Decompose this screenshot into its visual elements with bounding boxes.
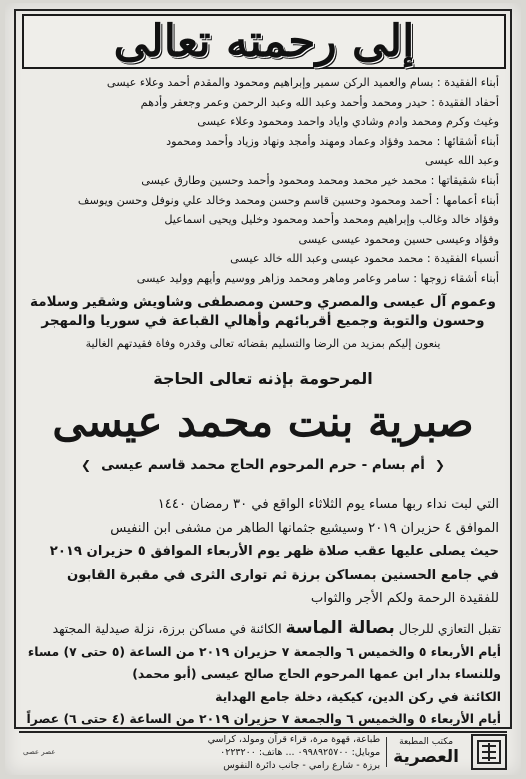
funeral-line: في جامع الحسنين بمساكن برزة ثم توارى الثرى في مقبرة القابون (66, 567, 499, 583)
relatives-list (27, 73, 499, 289)
printer-brand (386, 737, 465, 767)
printer-services: طباعة، قهوة مرة، قراء قرآن ومولد، كراسي (207, 733, 381, 745)
condolences-block (25, 617, 501, 731)
relatives-line: أبناء أشقاء زوجها : سامر وعامر وماهر ومحمد وزاهر ووسيم وأيهم ووليد عيسى (136, 271, 499, 285)
hall-name: بصالة الماسة (285, 618, 395, 638)
printer-side-note: عصر عصى (23, 748, 56, 756)
printer-phone: موبايل: ٠٩٩٨٩٢٥٧٠٠ ... هاتف: ٠٢٢٣٢٠٠ (220, 746, 381, 758)
relatives-line: أبناء أعمامها : أحمد ومحمود وحسين قاسم وحسن ومحمد وخالد علي ونوفل وحسن ويوسف (77, 193, 499, 207)
relatives-line: وعبد الله عيسى (424, 154, 499, 168)
condolence-suffix: الكائنة في مساكن برزة، نزلة صيدلية المجتهد (52, 621, 282, 636)
printer-logo-icon (471, 734, 507, 770)
printer-logo-glyph-icon (476, 739, 502, 765)
announcement-line: ينعون إليكم بمزيد من الرضا والتسليم بقضائه تعالى وقدره وفاة فقيدتهم الغالية (85, 337, 441, 350)
ornament-icon: ❯ (81, 458, 92, 472)
condolence-women-line: وللنساء بدار ابن عمها المرحوم الحاج صالح عيسى (أبو محمد) (132, 666, 501, 681)
printer-footer (19, 731, 507, 771)
condolence-women-times: أيام الأربعاء ٥ والخميس ٦ والجمعة ٧ حزيران ٢٠١٩ من الساعة (٤ حتى ٦) عصراً (26, 711, 501, 726)
ornament-icon: ❮ (434, 458, 445, 472)
funeral-line: التي لبت نداء ربها مساء يوم الثلاثاء الواقع في ٣٠ رمضان ١٤٤٠ (157, 497, 499, 512)
families-line: وعموم آل عيسى والمصري وحسن ومصطفى وشاويش وشقير وسلامة (30, 294, 496, 310)
deceased-relation-text: أم بسام - حرم المرحوم الحاج محمد قاسم عيسى (101, 457, 425, 473)
funeral-line: الموافق ٤ حزيران ٢٠١٩ وسيشيع جثمانها الطاهر من مشفى ابن النفيس (110, 520, 499, 536)
condolence-women-address: الكائنة في ركن الدين، كيكية، دخلة جامع الهداية (215, 688, 501, 704)
deceased-name: صبرية بنت محمد عيسى (52, 397, 474, 446)
relatives-line: أبناء الفقيدة : بسام والعميد الركن سمير وإبراهيم ومحمود والمقدم أحمد وعلاء عيسى (106, 76, 499, 89)
relatives-line: وفؤاد وعيسى حسين ومحمود عيسى عيسى (298, 232, 499, 246)
relatives-line: وغيث وكرم ومحمد وادم وشادي واياد واحمد ومحمود وعلاء عيسى (197, 115, 499, 129)
obituary-page (5, 3, 521, 775)
printer-brand-top: مكتب المطبعة (399, 737, 454, 747)
relatives-line: وفؤاد خالد وغالب وإبراهيم ومحمد وأحمد ومحمود وخليل ويحيى اسماعيل (164, 213, 499, 227)
deceased-relation (5, 457, 521, 473)
relatives-line: أبناء شقيقاتها : محمد خير محمد ومحمد ومحمود وأحمد وحسين وطارق عيسى (141, 173, 499, 187)
printer-brand-name: العصرية (393, 747, 459, 767)
condolence-prefix: تقبل التعازي للرجال (398, 621, 501, 636)
funeral-line: حيث يصلى عليها عقب صلاة ظهر يوم الأربعاء الموافق ٥ حزيران ٢٠١٩ (49, 544, 499, 559)
relatives-line: أنسباء الفقيدة : محمد محمود عيسى وعبد الله خالد عيسى (230, 252, 499, 266)
families-block (25, 293, 501, 331)
condolence-men-line (25, 617, 501, 641)
header-title: إلى رحمته تعالى (113, 15, 415, 67)
relatives-line: أحفاد الفقيدة : حيدر ومحمد وأحمد وعبد الله وعبد الرحمن وعمر وجعفر وأدهم (140, 95, 499, 109)
families-line: وحسون والتوبة وجميع أقربائهم وأهالي القباعة في سوريا والمهجر (41, 313, 485, 329)
condolence-men-times: أيام الأربعاء ٥ والخميس ٦ والجمعة ٧ حزيران ٢٠١٩ من الساعة (٥ حتى ٧) مساء (27, 643, 501, 659)
funeral-line: للفقيدة الرحمة ولكم الأجر والثواب (310, 591, 499, 606)
deceased-intro: المرحومة بإذنه تعالى الحاجة (153, 369, 373, 388)
relatives-line: أبناء أشقائها : محمد وفؤاد وعماد ومهند وأمجد ونهاد وزياد وأحمد ومحمود (166, 134, 499, 148)
printer-info (59, 733, 386, 772)
printer-address: برزة - شارع رامي - جانب دائرة النفوس (223, 759, 381, 771)
funeral-details (27, 493, 499, 611)
header-banner (22, 14, 506, 69)
